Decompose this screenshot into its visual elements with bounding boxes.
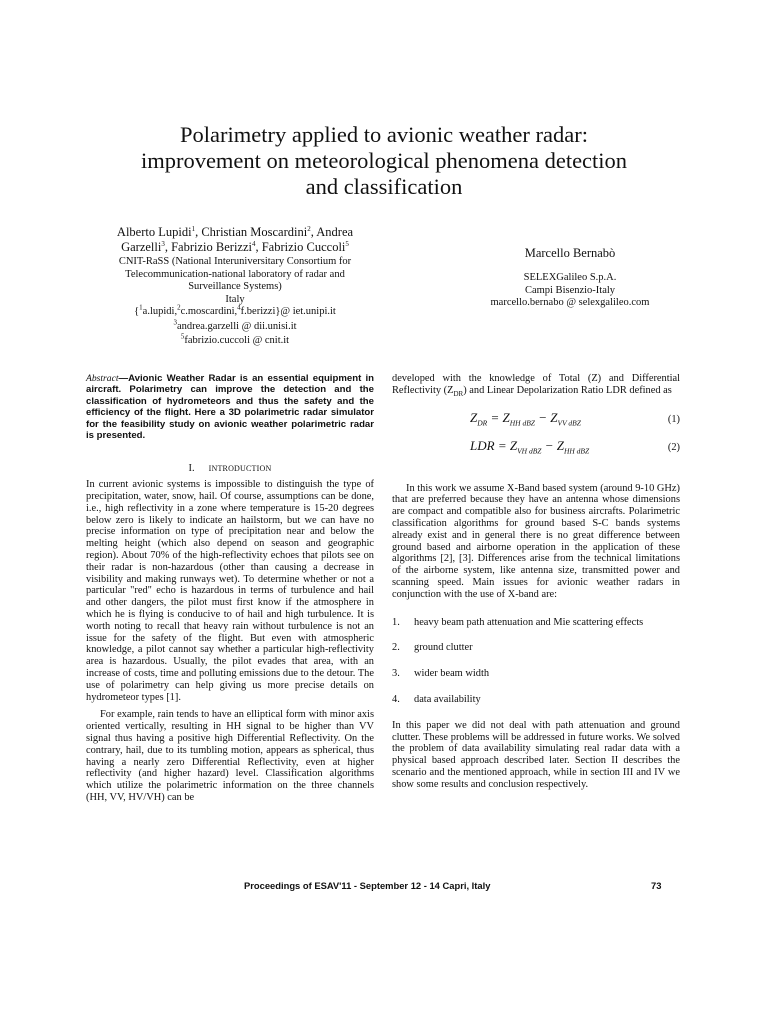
equation-2: LDR = $Z_{VH dBZ} - Z_{HH dBZ}$ (2): [470, 437, 680, 456]
list-item: 3. wider beam width: [392, 668, 490, 680]
paragraph: In this work we assume X-Band based system (around 9-10 GHz) that are preferred because they have an antenna whose dimensions are compact and compatible also for business aircrafts. Polarimetric classification algorithms for ground based S-C bands systems already exist and in general there is no great difference between ground based and airborne operation in the application of these algorithms [2], [3]. Differences arise from the technical limitations of the airborne system, like antenna size, transmitted power and scanning speed. Main issues for avionic weather radars in conjunction with the use of X-band are:: [392, 482, 680, 600]
author-affiliation: SELEXGalileo S.p.A. Campi Bisenzio-Italy marcello.bernabo @ selexgalileo.com: [490, 272, 650, 308]
title-line: improvement on meteorological phenomena detection: [140, 148, 628, 173]
page-number: 73: [651, 880, 662, 891]
author-name: Marcello Bernabò: [524, 246, 616, 260]
paragraph: developed with the knowledge of Total (Z) and Differential Reflectivity $(Z_{DR})$ and Linear Depolarization Ratio LDR defined as: [392, 373, 680, 398]
paper-title: [60, 122, 708, 200]
proceedings-line: Proceedings of ESAV'11 - September 12 - 14 Capri, Italy: [244, 880, 491, 891]
equation-number: (1): [667, 413, 680, 425]
left-column: [86, 373, 374, 804]
author-block-right: [440, 246, 700, 310]
right-column: [392, 373, 680, 791]
author-names: Alberto Lupidi$^1$, Christian Moscardini$^2$, Andrea Garzelli$^3$, Fabrizio Berizzi$^4$, Fabrizio Cuccoli$^5$: [116, 224, 354, 254]
author-affiliation: CNIT-RaSS (National Interuniversitary Consortium for Telecommunication-national laboratory of radar and Surveillance Systems) Italy {$^1$a.lupidi,$^2$c.moscardini,$^4$f.berizzi}@ iet.unipi.it $^3$andrea.garzelli @ dii.unisi.it $^5$fabrizio.cuccoli @ cnit.it: [90, 256, 380, 348]
author-email: {$^1$a.lupidi,$^2$c.moscardini,$^4$f.berizzi}@ iet.unipi.it: [134, 303, 336, 317]
equation-1: $Z_{DR} = Z_{HH dBZ} - Z_{VV dBZ}$ (1): [470, 409, 680, 428]
list-item: 2. ground clutter: [392, 642, 473, 654]
author-email: $^3$andrea.garzelli @ dii.unisi.it: [173, 318, 297, 332]
equation-number: (2): [667, 441, 680, 453]
abstract: Abstract—Avionic Weather Radar is an essential equipment in aircraft. Polarimetry can improve the detection and the classification of hydrometeors and thus the safety and the efficiency of the flight. Here a 3D polarimetric radar simulator for the feasibility study on avionic weather polarimetric radar is presented.: [86, 373, 374, 442]
list-item: 1. heavy beam path attenuation and Mie scattering effects: [392, 616, 644, 628]
author-email: $^5$fabrizio.cuccoli @ cnit.it: [180, 332, 290, 346]
paragraph: In this paper we did not deal with path attenuation and ground clutter. These problems will be addressed in future works. We solved the problem of data availability simulating real radar data with a physical based approach described later. Section II describes the scenario and the mentioned approach, while in section III and IV we show some results and conclusion respectively.: [392, 719, 680, 790]
author-block-left: [90, 225, 380, 348]
section-heading: I. INTRODUCTION: [188, 463, 272, 475]
title-line: and classification: [305, 174, 463, 199]
paragraph: In current avionic systems is impossible to distinguish the type of precipitation, water, snow, hail. Of course, assumptions can be done, i.e., high reflectivity in a zone where temperature is 15-20 degrees below zero is likely to indicate an hailstorm, but we can have no precise information on type of precipitation near and below the melting height (which also depend on season and geographic region). About 70% of the high-reflectivity echoes that pilots see on their radar is non-hazardous (other than causing a decrease in visibility and making runways wet). To determine whether or not a particular "red" echo is hazardous in terms of turbulence and hail and other dangers, the pilot must first know if the atmosphere in which he is flying is conducive to of hail and high turbulence. It is worth noting to recall that heavy rain without turbulence is not an issue for the safety of the flight. But even with atmospheric knowledge, a pilot cannot say whether a particular high-reflectivity area is hazardous. Usually, the pilot evades that area, with an increase of costs, time and polluting emissions due to the detour. The use of polarimetry can help giving us more precise details on hydrometeor types [1].: [86, 479, 374, 703]
title-line: Polarimetry applied to avionic weather radar:: [180, 122, 588, 147]
issues-list: [392, 617, 680, 706]
list-item: 4. data availability: [392, 694, 481, 706]
paragraph: For example, rain tends to have an elliptical form with minor axis oriented vertically, resulting in HH signal to be higher than VV signal thus having a positive high Differential Reflectivity. On the contrary, hail, due to its tumbling motion, appears as spherical, thus having a nearly zero Differential Reflectivity, even at higher reflectivity (and higher hazard) level. Classification algorithms which utilize the polarimetric information on the three channels (HH, VV, HV/VH) can be: [86, 709, 374, 803]
